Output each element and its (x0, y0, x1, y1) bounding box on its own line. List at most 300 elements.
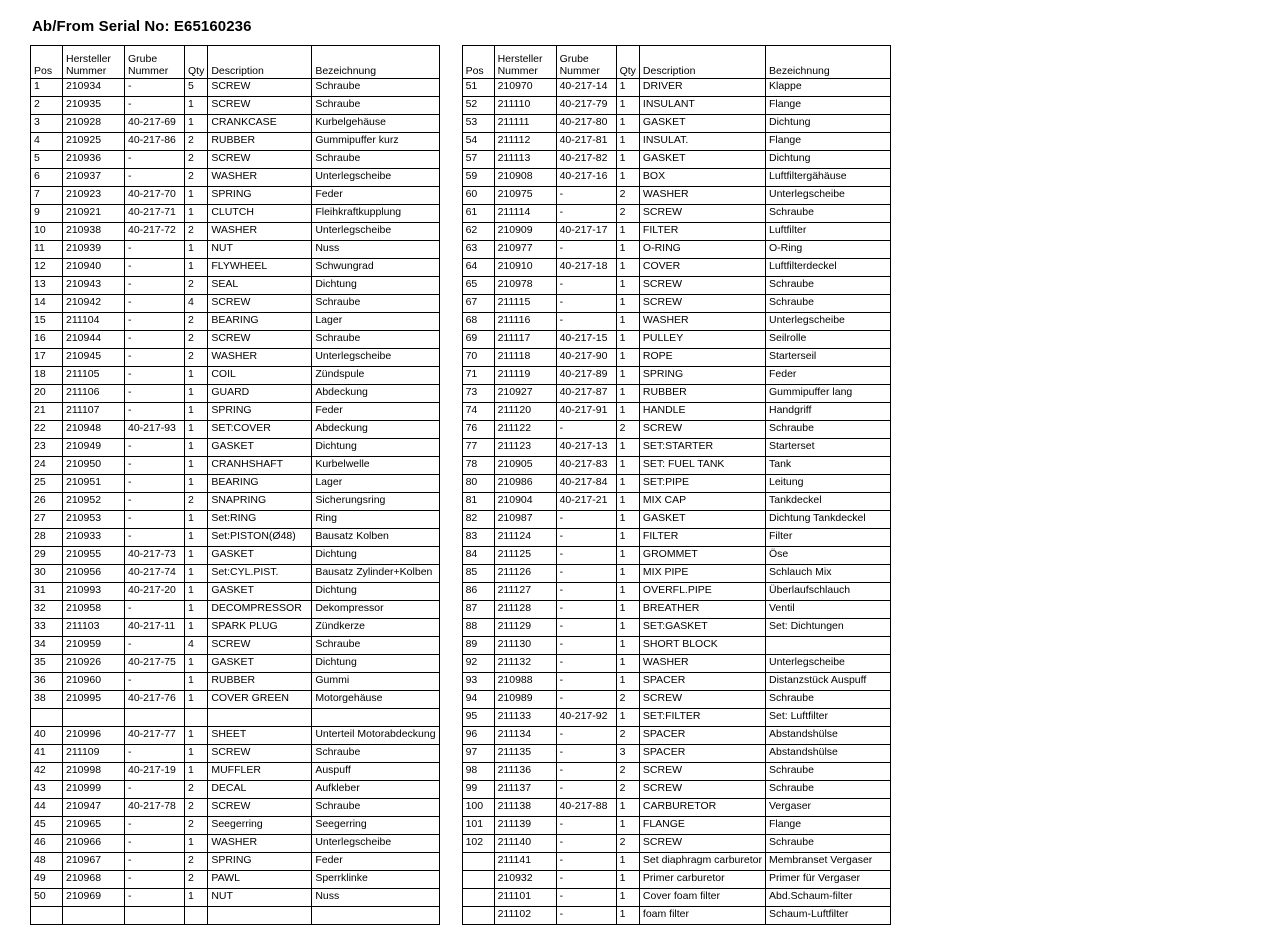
cell-qty: 1 (616, 529, 639, 547)
cell-qty: 2 (616, 205, 639, 223)
table-row (462, 169, 890, 187)
cell-bezeichnung: Leitung (766, 475, 891, 493)
cell-pos: 42 (31, 763, 63, 781)
cell-qty: 1 (185, 385, 208, 403)
cell-bezeichnung: Dichtung (312, 655, 439, 673)
table-row (31, 205, 440, 223)
table-row (462, 79, 890, 97)
cell-hersteller-nummer: 210999 (63, 781, 125, 799)
cell-grube-nummer: 40-217-11 (125, 619, 185, 637)
cell-description: BREATHER (639, 601, 765, 619)
cell-bezeichnung: Abdeckung (312, 385, 439, 403)
cell-description: INSULAT. (639, 133, 765, 151)
cell-hersteller-nummer: 211127 (494, 583, 556, 601)
table-row (462, 889, 890, 907)
table-row (462, 313, 890, 331)
cell-pos: 32 (31, 601, 63, 619)
cell-hersteller-nummer: 210959 (63, 637, 125, 655)
cell-pos: 36 (31, 673, 63, 691)
cell-description: WASHER (208, 835, 312, 853)
table-row (31, 835, 440, 853)
cell-description: SEAL (208, 277, 312, 295)
cell-bezeichnung: Gummipuffer lang (766, 385, 891, 403)
column-header-hersteller-nummer: Hersteller Nummer (494, 46, 556, 79)
cell-hersteller-nummer: 211102 (494, 907, 556, 925)
table-row (31, 763, 440, 781)
cell-description: Set:PISTON(Ø48) (208, 529, 312, 547)
cell-grube-nummer: - (125, 241, 185, 259)
cell-pos: 77 (462, 439, 494, 457)
cell-pos: 38 (31, 691, 63, 709)
cell-description: SET: FUEL TANK (639, 457, 765, 475)
cell-bezeichnung: Dichtung (766, 115, 891, 133)
cell-pos: 78 (462, 457, 494, 475)
cell-bezeichnung: Ventil (766, 601, 891, 619)
cell-grube-nummer: - (556, 421, 616, 439)
cell-pos: 34 (31, 637, 63, 655)
cell-description: FLYWHEEL (208, 259, 312, 277)
cell-hersteller-nummer: 211104 (63, 313, 125, 331)
cell-grube-nummer: - (125, 331, 185, 349)
cell-pos: 88 (462, 619, 494, 637)
column-header-hersteller-nummer: Hersteller Nummer (63, 46, 125, 79)
cell-bezeichnung: Dichtung (312, 277, 439, 295)
cell-pos: 16 (31, 331, 63, 349)
cell-qty: 1 (185, 205, 208, 223)
cell-description: DRIVER (639, 79, 765, 97)
cell-hersteller-nummer: 210977 (494, 241, 556, 259)
cell-grube-nummer: 40-217-73 (125, 547, 185, 565)
cell-hersteller-nummer: 210951 (63, 475, 125, 493)
cell-bezeichnung: Schraube (766, 205, 891, 223)
cell-bezeichnung: Sperrklinke (312, 871, 439, 889)
cell-description: RUBBER (208, 133, 312, 151)
cell-pos: 100 (462, 799, 494, 817)
cell-hersteller-nummer: 210960 (63, 673, 125, 691)
cell-bezeichnung: Unterlegscheibe (766, 313, 891, 331)
cell-qty: 1 (185, 619, 208, 637)
cell-qty: 5 (185, 79, 208, 97)
cell-description: GASKET (639, 151, 765, 169)
cell-qty: 1 (616, 385, 639, 403)
cell-hersteller-nummer: 211105 (63, 367, 125, 385)
table-row (31, 583, 440, 601)
cell-description: SCREW (639, 763, 765, 781)
table-row (462, 673, 890, 691)
cell-qty (185, 907, 208, 925)
cell-pos: 9 (31, 205, 63, 223)
cell-hersteller-nummer: 210945 (63, 349, 125, 367)
cell-description: SPARK PLUG (208, 619, 312, 637)
cell-qty: 2 (185, 151, 208, 169)
cell-grube-nummer: - (125, 673, 185, 691)
cell-description: SHORT BLOCK (639, 637, 765, 655)
cell-description: FLANGE (639, 817, 765, 835)
cell-bezeichnung (312, 907, 439, 925)
cell-grube-nummer: - (125, 385, 185, 403)
cell-hersteller-nummer: 210996 (63, 727, 125, 745)
cell-description: RUBBER (208, 673, 312, 691)
cell-bezeichnung: Dichtung (766, 151, 891, 169)
table-row (462, 547, 890, 565)
cell-bezeichnung: Schlauch Mix (766, 565, 891, 583)
cell-description: SPRING (208, 403, 312, 421)
table-row (31, 565, 440, 583)
cell-hersteller-nummer: 210969 (63, 889, 125, 907)
cell-qty: 2 (185, 223, 208, 241)
cell-bezeichnung: Sicherungsring (312, 493, 439, 511)
cell-pos: 93 (462, 673, 494, 691)
cell-hersteller-nummer: 210953 (63, 511, 125, 529)
cell-qty: 1 (185, 421, 208, 439)
cell-qty: 1 (185, 565, 208, 583)
cell-grube-nummer: - (125, 493, 185, 511)
cell-qty: 1 (185, 367, 208, 385)
cell-grube-nummer: - (556, 619, 616, 637)
table-row (462, 259, 890, 277)
cell-description: SPRING (208, 853, 312, 871)
cell-qty: 1 (185, 187, 208, 205)
cell-bezeichnung: Schraube (766, 277, 891, 295)
cell-hersteller-nummer: 210950 (63, 457, 125, 475)
table-row (31, 529, 440, 547)
cell-grube-nummer: - (556, 583, 616, 601)
cell-grube-nummer: - (556, 511, 616, 529)
table-body-right (462, 79, 890, 925)
cell-qty: 1 (616, 367, 639, 385)
cell-hersteller-nummer (63, 709, 125, 727)
cell-pos: 60 (462, 187, 494, 205)
cell-description: OVERFL.PIPE (639, 583, 765, 601)
cell-hersteller-nummer: 211129 (494, 619, 556, 637)
cell-qty: 1 (185, 889, 208, 907)
cell-grube-nummer: - (556, 547, 616, 565)
cell-qty: 1 (616, 601, 639, 619)
table-row (31, 187, 440, 205)
cell-description: SCREW (208, 745, 312, 763)
table-row (31, 277, 440, 295)
cell-qty: 1 (616, 637, 639, 655)
table-row (462, 493, 890, 511)
table-row (31, 403, 440, 421)
cell-hersteller-nummer: 210933 (63, 529, 125, 547)
cell-hersteller-nummer: 210944 (63, 331, 125, 349)
cell-pos: 54 (462, 133, 494, 151)
cell-qty: 2 (185, 853, 208, 871)
table-row (462, 601, 890, 619)
table-row (31, 601, 440, 619)
cell-bezeichnung: O-Ring (766, 241, 891, 259)
cell-pos: 96 (462, 727, 494, 745)
cell-pos: 30 (31, 565, 63, 583)
cell-pos: 25 (31, 475, 63, 493)
cell-pos: 21 (31, 403, 63, 421)
cell-pos: 95 (462, 709, 494, 727)
cell-hersteller-nummer: 210935 (63, 97, 125, 115)
table-row (31, 655, 440, 673)
cell-pos: 1 (31, 79, 63, 97)
cell-hersteller-nummer: 210923 (63, 187, 125, 205)
cell-hersteller-nummer: 210938 (63, 223, 125, 241)
table-row (31, 457, 440, 475)
cell-pos: 29 (31, 547, 63, 565)
cell-grube-nummer: - (556, 835, 616, 853)
cell-pos: 18 (31, 367, 63, 385)
table-row (31, 907, 440, 925)
cell-description: SCREW (208, 799, 312, 817)
cell-qty: 1 (616, 241, 639, 259)
cell-grube-nummer: 40-217-72 (125, 223, 185, 241)
table-row (462, 745, 890, 763)
column-header-pos: Pos (31, 46, 63, 79)
table-row (31, 727, 440, 745)
cell-description: DECAL (208, 781, 312, 799)
cell-pos (462, 871, 494, 889)
parts-tables (30, 45, 1280, 925)
cell-hersteller-nummer: 210998 (63, 763, 125, 781)
cell-hersteller-nummer (63, 907, 125, 925)
cell-grube-nummer: 40-217-83 (556, 457, 616, 475)
cell-grube-nummer: 40-217-76 (125, 691, 185, 709)
table-row (462, 835, 890, 853)
cell-bezeichnung: Schraube (312, 799, 439, 817)
cell-qty: 1 (185, 727, 208, 745)
cell-bezeichnung: Primer für Vergaser (766, 871, 891, 889)
cell-grube-nummer: - (125, 457, 185, 475)
cell-qty: 1 (616, 133, 639, 151)
cell-pos (31, 907, 63, 925)
page-title: Ab/From Serial No: E65160236 (32, 18, 252, 35)
cell-description: SPACER (639, 673, 765, 691)
cell-qty: 2 (185, 349, 208, 367)
cell-bezeichnung: Feder (312, 853, 439, 871)
cell-hersteller-nummer: 210940 (63, 259, 125, 277)
cell-description: foam filter (639, 907, 765, 925)
cell-hersteller-nummer: 210949 (63, 439, 125, 457)
cell-pos: 20 (31, 385, 63, 403)
cell-qty: 1 (185, 583, 208, 601)
cell-hersteller-nummer: 211133 (494, 709, 556, 727)
column-header-description: Description (208, 46, 312, 79)
table-row (462, 817, 890, 835)
cell-bezeichnung: Distanzstück Auspuff (766, 673, 891, 691)
cell-hersteller-nummer: 210925 (63, 133, 125, 151)
table-row (462, 907, 890, 925)
cell-hersteller-nummer: 211136 (494, 763, 556, 781)
cell-grube-nummer: - (556, 745, 616, 763)
table-row (31, 637, 440, 655)
cell-hersteller-nummer: 211109 (63, 745, 125, 763)
cell-bezeichnung: Feder (312, 403, 439, 421)
cell-description: Cover foam filter (639, 889, 765, 907)
cell-hersteller-nummer: 210926 (63, 655, 125, 673)
cell-description: HANDLE (639, 403, 765, 421)
cell-grube-nummer: - (125, 367, 185, 385)
cell-pos: 92 (462, 655, 494, 673)
column-header-qty: Qty (185, 46, 208, 79)
cell-qty: 1 (616, 349, 639, 367)
cell-pos: 102 (462, 835, 494, 853)
table-row (462, 385, 890, 403)
cell-qty: 1 (616, 331, 639, 349)
cell-bezeichnung: Unterteil Motorabdeckung (312, 727, 439, 745)
cell-pos: 28 (31, 529, 63, 547)
cell-qty: 1 (185, 115, 208, 133)
cell-bezeichnung: Luftfilterdeckel (766, 259, 891, 277)
table-row (31, 241, 440, 259)
cell-grube-nummer: - (125, 475, 185, 493)
cell-qty: 2 (616, 691, 639, 709)
cell-qty: 2 (616, 781, 639, 799)
cell-grube-nummer: - (125, 349, 185, 367)
cell-qty: 1 (616, 889, 639, 907)
cell-hersteller-nummer: 211114 (494, 205, 556, 223)
table-row (462, 223, 890, 241)
cell-bezeichnung: Vergaser (766, 799, 891, 817)
cell-description: GASKET (208, 655, 312, 673)
cell-bezeichnung: Filter (766, 529, 891, 547)
cell-bezeichnung: Dekompressor (312, 601, 439, 619)
table-row (462, 133, 890, 151)
table-row (462, 619, 890, 637)
cell-pos: 41 (31, 745, 63, 763)
table-row (462, 187, 890, 205)
cell-description: CRANHSHAFT (208, 457, 312, 475)
cell-hersteller-nummer: 211132 (494, 655, 556, 673)
cell-qty: 1 (616, 295, 639, 313)
cell-description: ROPE (639, 349, 765, 367)
cell-pos: 67 (462, 295, 494, 313)
cell-qty: 1 (185, 547, 208, 565)
cell-hersteller-nummer: 210927 (494, 385, 556, 403)
cell-pos: 3 (31, 115, 63, 133)
cell-hersteller-nummer: 211103 (63, 619, 125, 637)
cell-pos: 80 (462, 475, 494, 493)
cell-description: NUT (208, 241, 312, 259)
column-header-grube-nummer: Grube Nummer (125, 46, 185, 79)
cell-grube-nummer: 40-217-78 (125, 799, 185, 817)
cell-description: GROMMET (639, 547, 765, 565)
cell-hersteller-nummer: 210955 (63, 547, 125, 565)
cell-bezeichnung: Tank (766, 457, 891, 475)
cell-qty: 1 (616, 223, 639, 241)
cell-pos: 6 (31, 169, 63, 187)
cell-bezeichnung: Lager (312, 475, 439, 493)
cell-hersteller-nummer: 211111 (494, 115, 556, 133)
cell-hersteller-nummer: 211125 (494, 547, 556, 565)
cell-pos: 63 (462, 241, 494, 259)
cell-pos: 44 (31, 799, 63, 817)
table-row (462, 439, 890, 457)
cell-bezeichnung: Flange (766, 97, 891, 115)
cell-bezeichnung: Schraube (312, 295, 439, 313)
table-row (31, 133, 440, 151)
cell-qty: 2 (185, 817, 208, 835)
cell-qty: 2 (185, 331, 208, 349)
cell-bezeichnung: Unterlegscheibe (312, 223, 439, 241)
cell-description: SPACER (639, 745, 765, 763)
cell-grube-nummer (125, 709, 185, 727)
cell-bezeichnung: Bausatz Kolben (312, 529, 439, 547)
table-row (31, 349, 440, 367)
table-row (462, 295, 890, 313)
cell-grube-nummer: 40-217-86 (125, 133, 185, 151)
cell-hersteller-nummer: 211115 (494, 295, 556, 313)
cell-description: SCREW (639, 691, 765, 709)
table-row (462, 709, 890, 727)
cell-grube-nummer: - (556, 313, 616, 331)
cell-description: CRANKCASE (208, 115, 312, 133)
cell-qty: 2 (185, 799, 208, 817)
cell-grube-nummer: - (556, 853, 616, 871)
table-gutter (440, 45, 462, 925)
cell-pos: 24 (31, 457, 63, 475)
cell-bezeichnung: Schraube (766, 691, 891, 709)
cell-bezeichnung: Abstandshülse (766, 745, 891, 763)
cell-hersteller-nummer: 211120 (494, 403, 556, 421)
cell-description: WASHER (639, 655, 765, 673)
cell-pos: 94 (462, 691, 494, 709)
column-header-grube-nummer: Grube Nummer (556, 46, 616, 79)
cell-qty: 1 (185, 403, 208, 421)
table-row (31, 871, 440, 889)
cell-grube-nummer: - (125, 601, 185, 619)
cell-pos: 11 (31, 241, 63, 259)
cell-description: GASKET (639, 115, 765, 133)
table-row (31, 511, 440, 529)
cell-pos: 71 (462, 367, 494, 385)
table-row (31, 97, 440, 115)
cell-pos: 68 (462, 313, 494, 331)
cell-hersteller-nummer: 210970 (494, 79, 556, 97)
cell-description: BOX (639, 169, 765, 187)
cell-grube-nummer: 40-217-15 (556, 331, 616, 349)
cell-qty: 1 (616, 259, 639, 277)
cell-description: WASHER (639, 187, 765, 205)
table-row (462, 511, 890, 529)
cell-qty: 1 (616, 151, 639, 169)
table-row (462, 655, 890, 673)
cell-pos: 74 (462, 403, 494, 421)
cell-description: SNAPRING (208, 493, 312, 511)
cell-description: GASKET (208, 547, 312, 565)
cell-qty: 1 (616, 115, 639, 133)
cell-hersteller-nummer: 210928 (63, 115, 125, 133)
cell-description: O-RING (639, 241, 765, 259)
cell-bezeichnung: Schraube (766, 763, 891, 781)
cell-pos: 62 (462, 223, 494, 241)
cell-pos: 69 (462, 331, 494, 349)
cell-bezeichnung: Unterlegscheibe (312, 835, 439, 853)
cell-grube-nummer: - (556, 727, 616, 745)
cell-grube-nummer: - (125, 151, 185, 169)
cell-bezeichnung: Seilrolle (766, 331, 891, 349)
table-header-right (462, 46, 890, 79)
cell-qty: 2 (185, 313, 208, 331)
table-row (462, 565, 890, 583)
cell-pos: 82 (462, 511, 494, 529)
cell-qty: 1 (185, 97, 208, 115)
cell-qty: 1 (616, 655, 639, 673)
cell-bezeichnung: Gummipuffer kurz (312, 133, 439, 151)
cell-pos: 85 (462, 565, 494, 583)
cell-grube-nummer: - (125, 745, 185, 763)
cell-bezeichnung: Abstandshülse (766, 727, 891, 745)
cell-hersteller-nummer: 211134 (494, 727, 556, 745)
cell-description: CLUTCH (208, 205, 312, 223)
cell-hersteller-nummer: 211106 (63, 385, 125, 403)
cell-description: GASKET (639, 511, 765, 529)
